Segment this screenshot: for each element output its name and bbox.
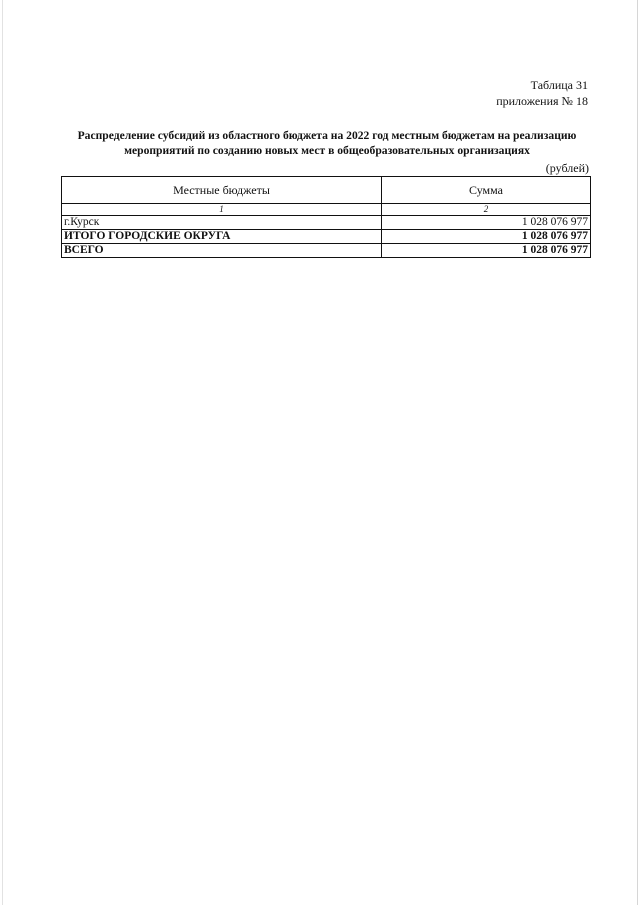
subsidy-table xyxy=(61,176,591,258)
table-reference xyxy=(496,77,588,109)
appendix-reference: приложения № 18 xyxy=(496,94,588,108)
column-header-budgets: Местные бюджеты xyxy=(62,177,382,204)
column-number-1: 1 xyxy=(62,204,382,216)
column-number-row xyxy=(62,204,591,216)
page-edge-right xyxy=(637,0,638,905)
title-line-1: Распределение субсидий из областного бюджета на 2022 год местным бюджетам на реализацию xyxy=(77,129,577,142)
row-budget-name: ВСЕГО xyxy=(62,244,382,258)
table-header-row xyxy=(62,177,591,204)
unit-note: (рублей) xyxy=(545,161,589,175)
column-header-sum: Сумма xyxy=(382,177,591,204)
row-sum: 1 028 076 977 xyxy=(382,216,591,230)
table-row-subtotal xyxy=(62,230,591,244)
row-budget-name: г.Курск xyxy=(62,216,382,230)
row-sum: 1 028 076 977 xyxy=(382,230,591,244)
column-number-2: 2 xyxy=(382,204,591,216)
page-edge-left xyxy=(2,0,3,905)
table-row xyxy=(62,216,591,230)
table-row-total xyxy=(62,244,591,258)
row-budget-name: ИТОГО ГОРОДСКИЕ ОКРУГА xyxy=(62,230,382,244)
title-line-2: мероприятий по созданию новых мест в общеобразовательных организациях xyxy=(124,144,530,157)
document-title xyxy=(62,128,592,158)
row-sum: 1 028 076 977 xyxy=(382,244,591,258)
table-number: Таблица 31 xyxy=(530,78,588,92)
